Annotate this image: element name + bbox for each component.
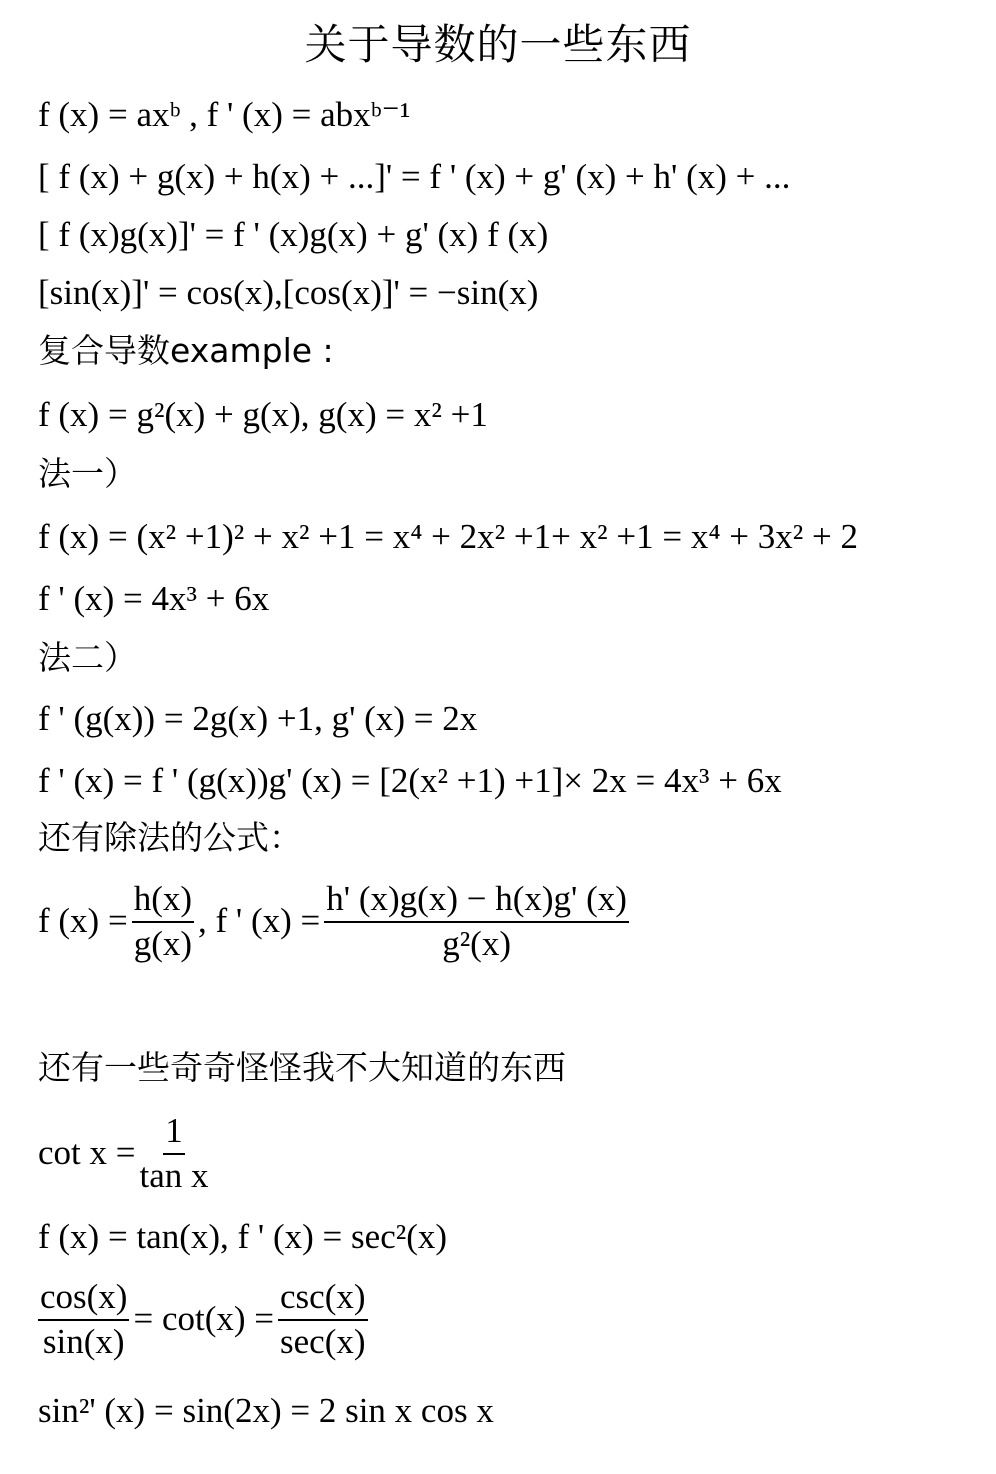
fraction-csc-over-sec	[278, 1278, 368, 1361]
denominator: sec(x)	[280, 1321, 366, 1361]
numerator: h' (x)g(x) − h(x)g' (x)	[324, 880, 629, 923]
denominator: tan x	[139, 1155, 209, 1195]
cot-identity	[38, 1278, 372, 1361]
page-title: 关于导数的一些东西	[304, 20, 692, 69]
cot-definition	[38, 1112, 213, 1195]
method-one-derivative: f ' (x) = 4x³ + 6x	[38, 579, 270, 618]
fraction-quotient-derivative	[324, 880, 629, 963]
chain-rule-result: f ' (x) = f ' (g(x))g' (x) = [2(x² +1) +1]× 2x = 4x³ + 6x	[38, 761, 782, 800]
fraction-cos-over-sin	[38, 1278, 129, 1361]
denominator: g²(x)	[442, 923, 511, 963]
denominator: g(x)	[133, 923, 193, 963]
cot-identity-mid: = cot(x) =	[133, 1299, 275, 1339]
trig-derivatives: [sin(x)]' = cos(x),[cos(x)]' = −sin(x)	[38, 273, 539, 312]
fraction-h-over-g	[132, 880, 194, 963]
sin-squared-derivative: sin²' (x) = sin(2x) = 2 sin x cos x	[38, 1391, 494, 1430]
misc-heading: 还有一些奇奇怪怪我不大知道的东西	[38, 1048, 566, 1087]
composite-heading: 复合导数example :	[38, 331, 334, 370]
method-one-label: 法一）	[38, 454, 137, 493]
cot-lhs: cot x =	[38, 1133, 136, 1173]
fraction-one-over-tan	[140, 1112, 209, 1195]
sum-rule: [ f (x) + g(x) + h(x) + ...]' = f ' (x) + g' (x) + h' (x) + ...	[38, 157, 791, 196]
numerator: h(x)	[132, 880, 194, 923]
quotient-heading: 还有除法的公式：	[38, 818, 302, 857]
method-one-expansion: f (x) = (x² +1)² + x² +1 = x⁴ + 2x² +1+ x² +1 = x⁴ + 3x² + 2	[38, 517, 859, 556]
denominator: sin(x)	[42, 1321, 125, 1361]
product-rule: [ f (x)g(x)]' = f ' (x)g(x) + g' (x) f (x)	[38, 215, 549, 254]
method-two-label: 法二）	[38, 638, 137, 677]
numerator: csc(x)	[278, 1278, 368, 1321]
quotient-lhs: f (x) =	[38, 901, 128, 941]
tan-derivative: f (x) = tan(x), f ' (x) = sec²(x)	[38, 1217, 448, 1256]
quotient-mid: , f ' (x) =	[198, 901, 321, 941]
numerator: 1	[163, 1112, 185, 1155]
power-rule: f (x) = axᵇ , f ' (x) = abxᵇ⁻¹	[38, 95, 411, 134]
composite-example: f (x) = g²(x) + g(x), g(x) = x² +1	[38, 395, 488, 434]
numerator: cos(x)	[38, 1278, 129, 1321]
quotient-rule	[38, 880, 633, 963]
method-two-step: f ' (g(x)) = 2g(x) +1, g' (x) = 2x	[38, 699, 478, 738]
